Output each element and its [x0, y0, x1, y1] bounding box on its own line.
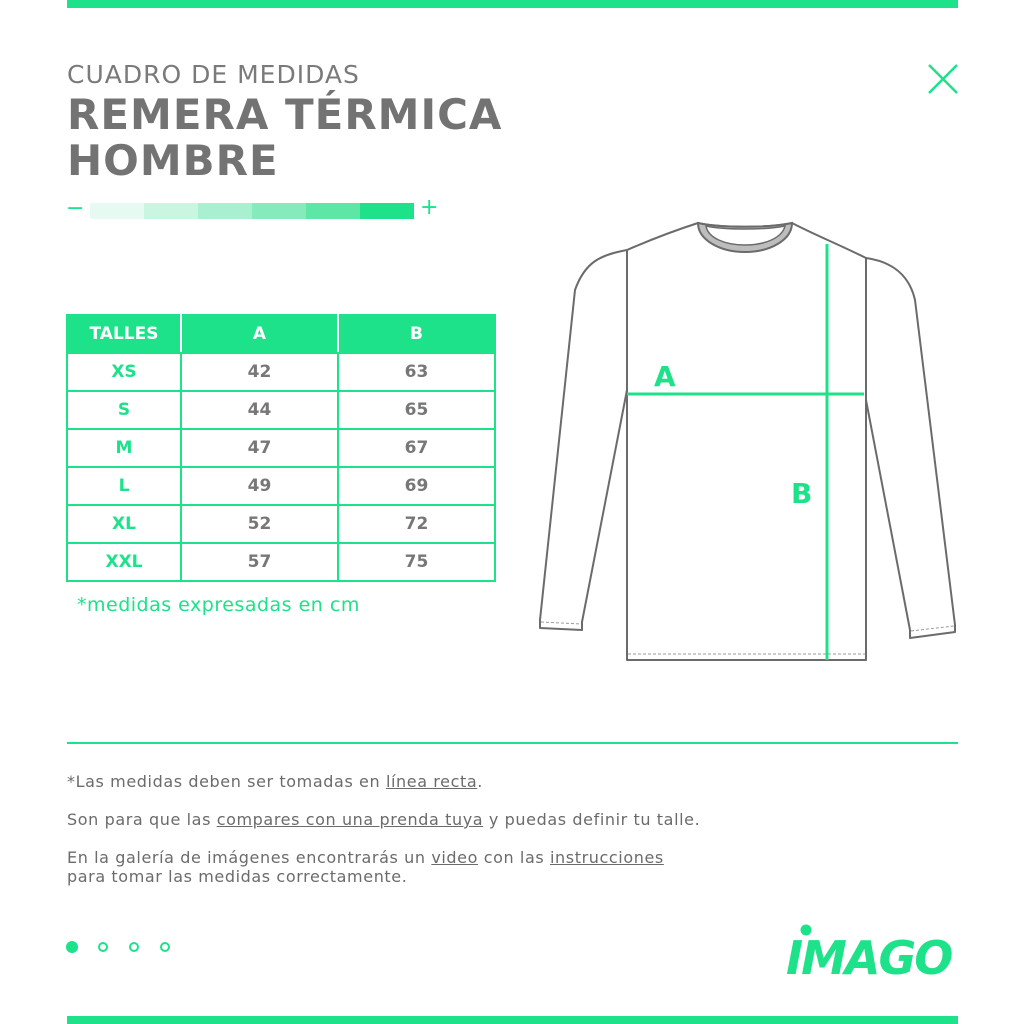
info-text: y puedas definir tu talle.: [483, 810, 701, 829]
info-text: *Las medidas deben ser tomadas en: [67, 772, 386, 791]
info-text: En la galería de imágenes encontrarás un: [67, 848, 432, 867]
measure-a-cell: 47: [181, 429, 338, 467]
pagination-dot-1[interactable]: [66, 941, 78, 953]
section-divider: [67, 742, 958, 744]
table-row: [67, 429, 495, 467]
shirt-left-sleeve: [540, 250, 627, 630]
shirt-body-outline: [627, 223, 866, 660]
measure-b-cell: 72: [338, 505, 495, 543]
pagination-dot-3[interactable]: [129, 942, 139, 952]
bottom-accent-bar: [67, 1016, 958, 1024]
header-b: B: [338, 315, 495, 353]
size-cell: XL: [67, 505, 181, 543]
label-a: A: [654, 360, 676, 393]
info-text: Son para que las: [67, 810, 217, 829]
scale-segment: [198, 203, 252, 219]
scale-segment: [306, 203, 360, 219]
size-cell: S: [67, 391, 181, 429]
page-title: [67, 92, 502, 184]
measure-a-cell: 44: [181, 391, 338, 429]
top-accent-bar: [67, 0, 958, 8]
measure-a-cell: 52: [181, 505, 338, 543]
link-video[interactable]: video: [431, 848, 479, 867]
size-cell: M: [67, 429, 181, 467]
measure-a-cell: 42: [181, 353, 338, 391]
units-note: *medidas expresadas en cm: [77, 594, 360, 616]
link-linea-recta[interactable]: línea recta: [385, 772, 478, 791]
info-line-3: [67, 848, 664, 867]
close-icon[interactable]: [926, 62, 960, 96]
size-cell: XS: [67, 353, 181, 391]
header-talles: TALLES: [67, 315, 181, 353]
scale-segment: [252, 203, 306, 219]
scale-segment: [90, 203, 144, 219]
header-a: A: [181, 315, 338, 353]
info-text: con las: [478, 848, 550, 867]
plus-icon: +: [420, 195, 439, 220]
link-compares[interactable]: compares con una prenda tuya: [216, 810, 484, 829]
table-row: [67, 505, 495, 543]
size-cell: L: [67, 467, 181, 505]
scale-segment: [360, 203, 414, 219]
table-row: [67, 391, 495, 429]
title-line-2: HOMBRE: [67, 136, 279, 185]
info-line-4: para tomar las medidas correctamente.: [67, 867, 408, 886]
link-instrucciones[interactable]: instrucciones: [550, 848, 664, 867]
table-row: [67, 543, 495, 581]
pagination-dot-4[interactable]: [160, 942, 170, 952]
minus-icon: −: [66, 196, 85, 221]
table-row: [67, 353, 495, 391]
shirt-right-sleeve: [866, 258, 955, 638]
title-line-1: REMERA TÉRMICA: [67, 90, 503, 139]
shirt-diagram: [530, 210, 960, 670]
imago-logo: [786, 924, 961, 980]
subtitle: CUADRO DE MEDIDAS: [67, 60, 360, 89]
measure-a-cell: 57: [181, 543, 338, 581]
measure-b-cell: 63: [338, 353, 495, 391]
table-header-row: [67, 315, 495, 353]
size-cell: XXL: [67, 543, 181, 581]
svg-text:IMAGO: IMAGO: [786, 931, 952, 980]
measure-b-cell: 67: [338, 429, 495, 467]
measure-b-cell: 69: [338, 467, 495, 505]
scale-segment: [144, 203, 198, 219]
measure-b-cell: 75: [338, 543, 495, 581]
info-line-2: [67, 810, 700, 829]
label-b: B: [791, 477, 813, 510]
info-line-1: [67, 772, 483, 791]
size-table: [66, 314, 496, 582]
info-text: .: [477, 772, 483, 791]
table-row: [67, 467, 495, 505]
pagination-dot-2[interactable]: [98, 942, 108, 952]
measure-b-cell: 65: [338, 391, 495, 429]
measure-a-cell: 49: [181, 467, 338, 505]
